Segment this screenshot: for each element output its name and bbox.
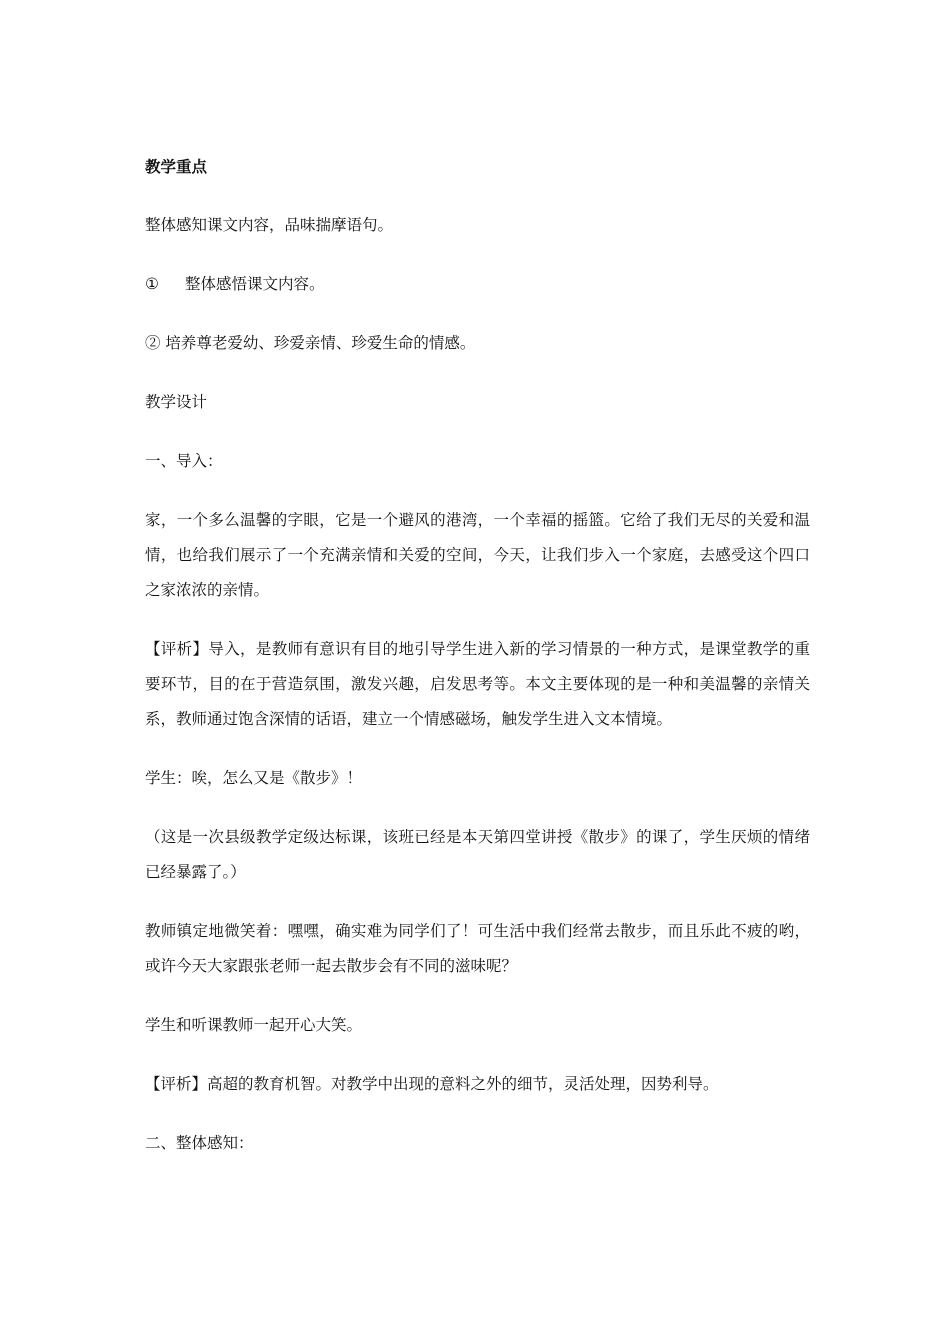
part-title-overall-perception: 二、整体感知： (145, 1134, 254, 1152)
numbered-item-1-marker: ① (145, 275, 159, 293)
section-heading-teaching-design: 教学设计 (145, 393, 208, 411)
paragraph-laugh-line: 学生和听课教师一起开心大笑。 (145, 1016, 363, 1034)
paragraph-key-points-summary: 整体感知课文内容，品味揣摩语句。 (145, 216, 394, 234)
paragraph-note: （这是一次县级教学定级达标课，该班已经是本天第四堂讲授《散步》的课了，学生厌烦的情绪已经暴露了。） (145, 828, 810, 881)
section-heading-key-points: 教学重点 (145, 157, 208, 176)
numbered-item-1-text: 整体感悟课文内容。 (185, 275, 325, 293)
paragraph-comment-1: 【评析】导入，是教师有意识有目的地引导学生进入新的学习情景的一种方式，是课堂教学的重要环节，目的在于营造氛围，激发兴趣，启发思考等。本文主要体现的是一种和美温馨的亲情关系，教师通过饱含深情的话语，建立一个情感磁场，触发学生进入文本情境。 (145, 640, 810, 728)
paragraph-introduction: 家，一个多么温馨的字眼，它是一个避风的港湾，一个幸福的摇篮。它给了我们无尽的关爱和温情，也给我们展示了一个充满亲情和关爱的空间，今天，让我们步入一个家庭，去感受这个四口之家浓浓的亲情。 (145, 511, 810, 599)
paragraph-teacher-line: 教师镇定地微笑着：嘿嘿，确实难为同学们了！可生活中我们经常去散步，而且乐此不疲的哟，或许今天大家跟张老师一起去散步会有不同的滋味呢？ (145, 922, 810, 975)
numbered-item-2: ② 培养尊老爱幼、珍爱亲情、珍爱生命的情感。 (145, 334, 476, 352)
document-body (145, 149, 810, 1185)
part-title-introduction: 一、导入： (145, 452, 223, 470)
numbered-item-1 (145, 267, 810, 302)
paragraph-comment-2: 【评析】高超的教育机智。对教学中出现的意料之外的细节，灵活处理，因势利导。 (145, 1075, 719, 1093)
paragraph-student-line: 学生：唉，怎么又是《散步》！ (145, 769, 363, 787)
